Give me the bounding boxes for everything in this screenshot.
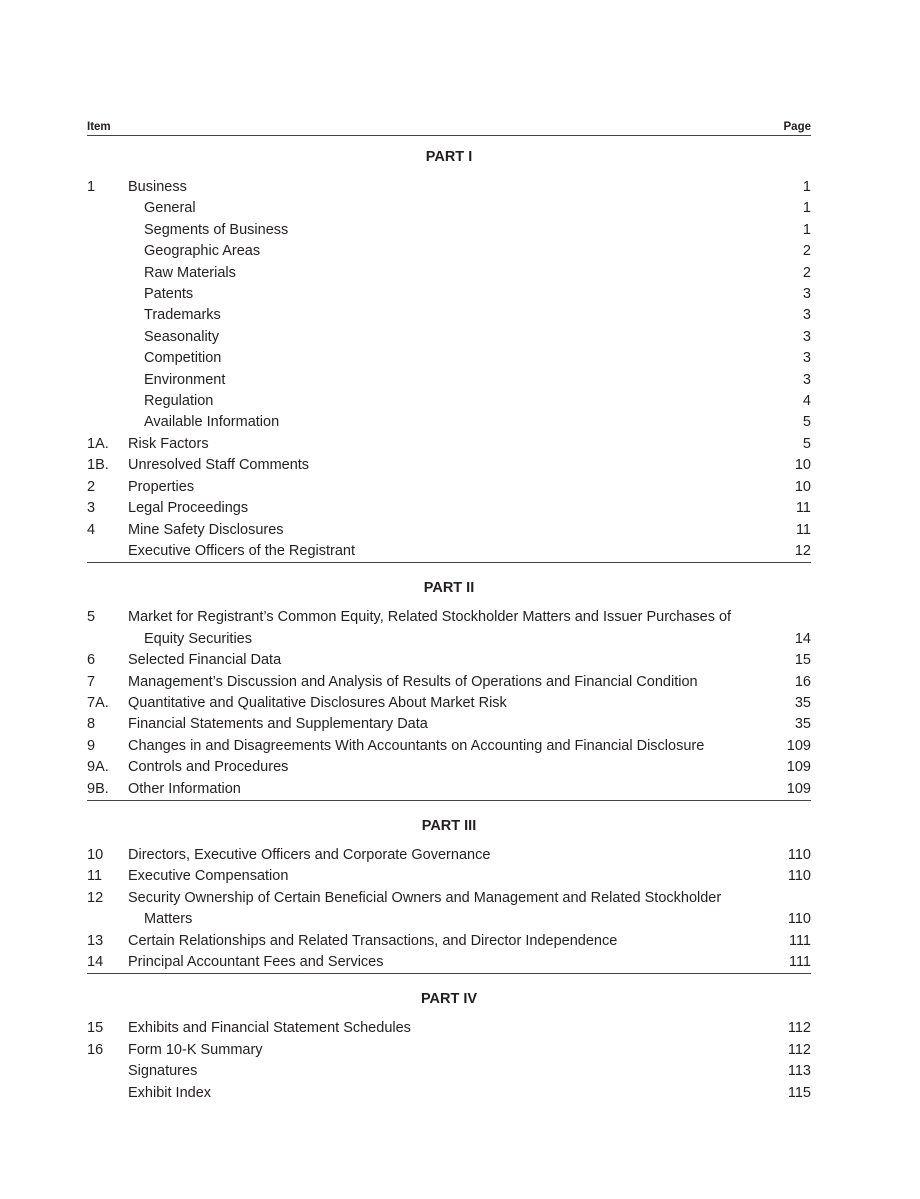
toc-entry[interactable]: [87, 284, 811, 305]
toc-entry[interactable]: [87, 672, 811, 693]
page-number: 3: [802, 307, 811, 324]
entry-title-text: Certain Relationships and Related Transactions, and Director Independence: [128, 932, 618, 949]
toc-entry[interactable]: [87, 866, 811, 887]
toc-entry[interactable]: [87, 757, 811, 778]
toc-entry[interactable]: [87, 952, 811, 973]
toc-entry[interactable]: [87, 736, 811, 757]
entry-title: [128, 284, 761, 305]
entry-title-text: Business: [128, 179, 187, 195]
toc-parts: [87, 149, 811, 1104]
entry-title: [128, 931, 761, 952]
entry-title: [128, 477, 761, 498]
toc-entry[interactable]: [87, 650, 811, 671]
toc-entry[interactable]: [87, 888, 811, 931]
page-number: 11: [795, 500, 811, 517]
entry-title-text: Mine Safety Disclosures: [128, 521, 284, 538]
entry-title: [128, 520, 761, 541]
entry-title: [128, 177, 761, 198]
item-number: 10: [87, 846, 104, 863]
entry-title: [128, 541, 761, 562]
entry-title: [128, 607, 761, 650]
entry-title-text: General: [144, 200, 196, 217]
item-number: 12: [87, 889, 104, 906]
page-number: 109: [786, 737, 811, 754]
item-number: 2: [87, 478, 96, 495]
part-heading: PART III: [421, 817, 477, 834]
toc-entry[interactable]: [87, 477, 811, 498]
item-number: 3: [87, 500, 96, 517]
toc-entry[interactable]: [87, 1083, 811, 1104]
entry-title: [128, 779, 761, 800]
entry-title: [128, 952, 761, 973]
page-number: 111: [788, 954, 811, 970]
page-number: 112: [787, 1020, 811, 1037]
page-number: 11: [795, 521, 811, 538]
entry-title: [128, 866, 761, 887]
toc-entry[interactable]: [87, 305, 811, 326]
toc-entry[interactable]: [87, 779, 811, 800]
item-number: 6: [87, 652, 96, 669]
item-number: 14: [87, 954, 104, 970]
page-number: 15: [794, 652, 811, 669]
toc-entry[interactable]: [87, 370, 811, 391]
toc-entry[interactable]: [87, 1018, 811, 1039]
entry-title: [128, 757, 761, 778]
entry-title-text: Management’s Discussion and Analysis of Results of Operations and Financial Condition: [128, 673, 698, 690]
entry-title-text: Properties: [128, 478, 195, 495]
entry-title: [128, 263, 761, 284]
page-number: 3: [802, 286, 811, 303]
toc-entry[interactable]: [87, 1061, 811, 1082]
toc-entry[interactable]: [87, 241, 811, 262]
entry-title-text: Geographic Areas: [144, 243, 261, 260]
entry-title: [128, 672, 761, 693]
toc-entry[interactable]: [87, 412, 811, 433]
page-number: 111: [788, 932, 811, 949]
entry-title-text: Executive Officers of the Registrant: [128, 542, 356, 559]
item-number: 8: [87, 716, 96, 733]
entry-title-text: Legal Proceedings: [128, 500, 249, 517]
item-column-header: Item: [87, 121, 111, 133]
entry-title-text: Environment: [144, 371, 226, 388]
toc-entry[interactable]: [87, 931, 811, 952]
entry-title: [128, 220, 761, 241]
entry-title-text: Competition: [144, 350, 222, 367]
entry-title: [128, 327, 761, 348]
entry-title-text: Seasonality: [144, 328, 219, 345]
page-number: 109: [786, 780, 811, 797]
item-number: 11: [87, 868, 103, 885]
entry-title-text: Patents: [144, 286, 194, 303]
entry-title: [128, 1061, 761, 1082]
toc-header: [87, 121, 811, 136]
item-number: 7A.: [87, 694, 109, 711]
page-number: 14: [794, 630, 811, 647]
page-number: 3: [802, 350, 811, 367]
table-of-contents: [87, 121, 811, 1104]
toc-entry[interactable]: [87, 177, 811, 198]
entry-title-text: Directors, Executive Officers and Corporate Governance: [128, 846, 491, 863]
item-number: 16: [87, 1041, 104, 1058]
entry-title-text: Form 10-K Summary: [128, 1041, 263, 1058]
toc-entry[interactable]: [87, 220, 811, 241]
item-number: 1: [87, 179, 96, 195]
entry-title: [128, 305, 761, 326]
entry-title: [128, 391, 761, 412]
entry-title-text: Other Information: [128, 780, 241, 797]
page-number: 109: [786, 759, 811, 776]
entry-title: [128, 693, 761, 714]
page-number: 113: [787, 1063, 811, 1080]
page-number: 110: [787, 846, 811, 863]
entry-title: [128, 498, 761, 519]
entry-title-text: Trademarks: [144, 307, 221, 324]
item-number: 9B.: [87, 780, 109, 797]
entry-title-text: Segments of Business: [144, 221, 289, 238]
part-heading: PART I: [425, 149, 473, 165]
entry-title-text: Principal Accountant Fees and Services: [128, 954, 384, 970]
entry-title: [128, 198, 761, 219]
part-heading: PART II: [423, 580, 475, 597]
entry-title-text: Selected Financial Data: [128, 652, 282, 669]
page-number: 16: [794, 673, 811, 690]
toc-entry[interactable]: [87, 845, 811, 866]
entry-title-text: Signatures: [128, 1063, 198, 1080]
toc-entry[interactable]: [87, 498, 811, 519]
item-number: 4: [87, 521, 96, 538]
entry-title: [128, 714, 761, 735]
item-number: 9A.: [87, 759, 109, 776]
entry-title: [128, 241, 761, 262]
entry-title-text: Available Information: [144, 414, 280, 431]
page-number: 10: [794, 457, 811, 474]
toc-entry[interactable]: [87, 198, 811, 219]
item-number: 1B.: [87, 457, 109, 474]
entry-title-text: Security Ownership of Certain Beneficial Owners and Management and Related Stockholder: [128, 889, 722, 906]
page-number: 10: [794, 478, 811, 495]
toc-entry[interactable]: [87, 455, 811, 476]
entry-title: [128, 412, 761, 433]
toc-entry[interactable]: [87, 541, 811, 562]
toc-entry[interactable]: [87, 391, 811, 412]
entry-title-text: Executive Compensation: [128, 868, 289, 885]
item-number: 13: [87, 932, 104, 949]
page-number: 3: [802, 371, 811, 388]
page-number: 1: [802, 200, 811, 217]
entry-title-text: Raw Materials: [144, 264, 236, 281]
page-number: 5: [802, 435, 811, 452]
item-number: 5: [87, 609, 96, 626]
entry-title: [128, 888, 761, 931]
toc-entry[interactable]: [87, 714, 811, 735]
entry-title: [128, 1040, 761, 1061]
part-section: [87, 177, 811, 563]
part-section: [87, 1018, 811, 1104]
entry-title-text: Exhibits and Financial Statement Schedules: [128, 1020, 411, 1037]
page-number: 110: [787, 911, 811, 928]
entry-title: [128, 845, 761, 866]
entry-title-continuation: Matters: [144, 911, 193, 928]
page-number: 2: [802, 264, 811, 281]
page-column-header: Page: [783, 121, 811, 133]
toc-entry[interactable]: [87, 263, 811, 284]
page-number: 110: [787, 868, 811, 885]
part-heading: PART IV: [420, 991, 478, 1008]
entry-title: [128, 455, 761, 476]
toc-entry[interactable]: [87, 607, 811, 650]
part-section: [87, 607, 811, 801]
page-number: 115: [787, 1084, 811, 1101]
page-number: 1: [802, 221, 811, 238]
entry-title-text: Financial Statements and Supplementary Data: [128, 716, 428, 733]
item-number: 1A.: [87, 435, 109, 452]
item-number: 9: [87, 737, 96, 754]
page-number: 35: [794, 694, 811, 711]
toc-entry[interactable]: [87, 348, 811, 369]
toc-entry[interactable]: [87, 520, 811, 541]
entry-title-text: Unresolved Staff Comments: [128, 457, 310, 474]
toc-entry[interactable]: [87, 434, 811, 455]
page-number: 1: [802, 179, 811, 195]
entry-title: [128, 736, 761, 757]
page-number: 4: [802, 393, 811, 410]
toc-entry[interactable]: [87, 1040, 811, 1061]
entry-title-text: Controls and Procedures: [128, 759, 289, 776]
page-number: 12: [794, 542, 811, 559]
entry-title: [128, 1018, 761, 1039]
toc-entry[interactable]: [87, 693, 811, 714]
entry-title-text: Changes in and Disagreements With Accountants on Accounting and Financial Disclosure: [128, 737, 705, 754]
entry-title-continuation: Equity Securities: [144, 630, 252, 647]
entry-title-text: Exhibit Index: [128, 1084, 212, 1101]
entry-title-text: Regulation: [144, 393, 214, 410]
entry-title: [128, 1083, 761, 1104]
entry-title-text: Market for Registrant’s Common Equity, Related Stockholder Matters and Issuer Purchases of: [128, 609, 732, 626]
entry-title-text: Risk Factors: [128, 435, 209, 452]
part-section: [87, 845, 811, 974]
toc-entry[interactable]: [87, 327, 811, 348]
page-number: 112: [787, 1041, 811, 1058]
entry-title: [128, 370, 761, 391]
item-number: 7: [87, 673, 96, 690]
entry-title: [128, 650, 761, 671]
page-number: 2: [802, 243, 811, 260]
item-number: 15: [87, 1020, 104, 1037]
entry-title-text: Quantitative and Qualitative Disclosures About Market Risk: [128, 694, 507, 711]
page-number: 35: [794, 716, 811, 733]
entry-title: [128, 434, 761, 455]
page-number: 3: [802, 328, 811, 345]
page-number: 5: [802, 414, 811, 431]
entry-title: [128, 348, 761, 369]
